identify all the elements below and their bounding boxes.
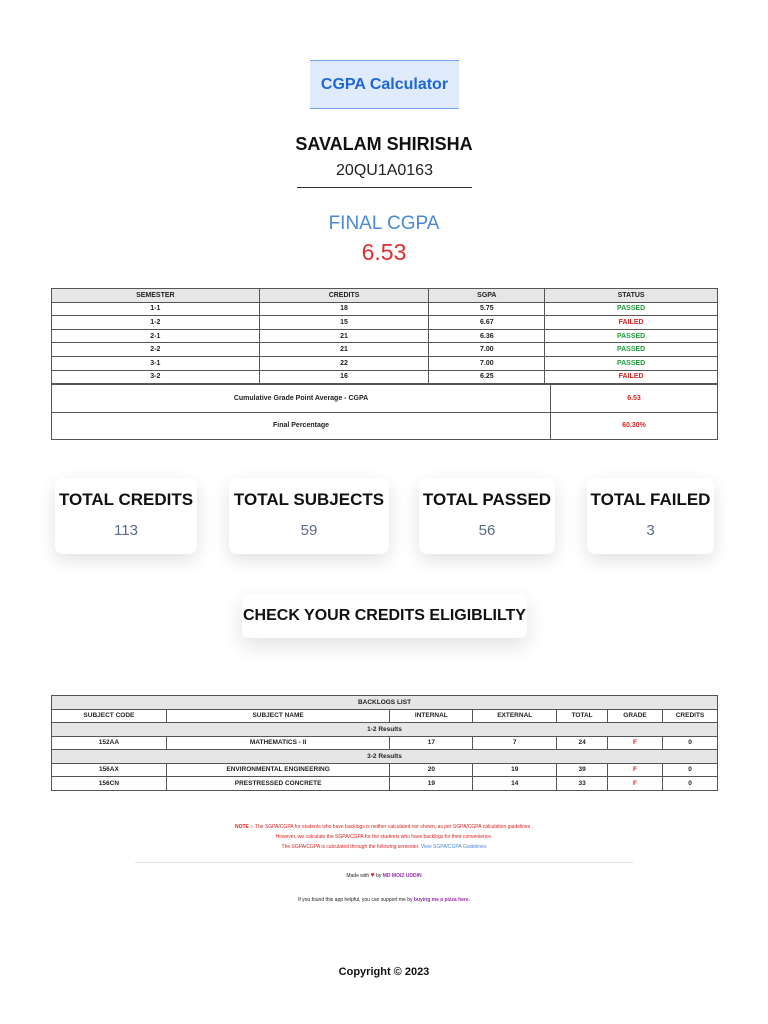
credits-cell: 0 xyxy=(663,736,718,750)
subject-name-cell: ENVIRONMENTAL ENGINEERING xyxy=(166,763,390,777)
credits-cell: 0 xyxy=(663,777,718,791)
credits-cell: 16 xyxy=(259,370,429,384)
table-row xyxy=(52,329,718,343)
group-label: 3-2 Results xyxy=(52,750,718,764)
table-row xyxy=(52,385,718,413)
column-header: GRADE xyxy=(608,709,663,723)
table-title-row xyxy=(52,696,718,710)
external-cell: 14 xyxy=(473,777,557,791)
credits-cell: 21 xyxy=(259,343,429,357)
status-cell: PASSED xyxy=(545,356,718,370)
cgpa-label: Cumulative Grade Point Average - CGPA xyxy=(52,385,551,413)
subject-code-cell: 156CN xyxy=(52,777,167,791)
student-name: SAVALAM SHIRISHA xyxy=(295,134,473,154)
table-row xyxy=(52,316,718,330)
backlogs-title: BACKLOGS LIST xyxy=(52,696,718,710)
group-row xyxy=(52,750,718,764)
column-header: SUBJECT NAME xyxy=(166,709,390,723)
final-cgpa-value: 6.53 xyxy=(361,239,407,265)
column-header: SEMESTER xyxy=(52,289,260,303)
card-title: TOTAL FAILED xyxy=(590,490,711,509)
sgpa-cell: 7.00 xyxy=(429,356,545,370)
roll-number: 20QU1A0163 xyxy=(297,162,472,188)
made-with-text: Made with xyxy=(346,873,370,879)
total-credits-card xyxy=(55,478,197,554)
column-header: CREDITS xyxy=(663,709,718,723)
sgpa-cell: 7.00 xyxy=(429,343,545,357)
column-header: TOTAL xyxy=(557,709,608,723)
subject-name-cell: MATHEMATICS - II xyxy=(166,736,390,750)
table-row xyxy=(52,777,718,791)
status-cell: PASSED xyxy=(545,343,718,357)
subject-code-cell: 152AA xyxy=(52,736,167,750)
guidelines-link[interactable]: View SGPA/CGPA Guidelines xyxy=(420,844,487,850)
card-title: TOTAL SUBJECTS xyxy=(233,490,385,509)
percentage-label: Final Percentage xyxy=(52,412,551,440)
total-subjects-card xyxy=(229,478,389,554)
note xyxy=(0,822,768,852)
note-text: The SGPA/CGPA is calculated through the following semester. xyxy=(281,844,420,850)
table-row xyxy=(52,370,718,384)
semester-cell: 3-2 xyxy=(52,370,260,384)
author-link[interactable]: MD MOIZ UDDIN xyxy=(382,873,422,879)
internal-cell: 20 xyxy=(390,763,473,777)
group-row xyxy=(52,723,718,737)
heart-icon: ♥ xyxy=(370,872,375,879)
grade-cell: F xyxy=(608,777,663,791)
note-line-3 xyxy=(0,842,768,852)
card-title: TOTAL PASSED xyxy=(422,490,552,509)
table-row xyxy=(52,302,718,316)
total-passed-card xyxy=(419,478,555,554)
external-cell: 7 xyxy=(473,736,557,750)
credits-cell: 18 xyxy=(259,302,429,316)
credits-cell: 0 xyxy=(663,763,718,777)
table-row xyxy=(52,736,718,750)
credits-cell: 22 xyxy=(259,356,429,370)
made-with-line xyxy=(0,872,768,879)
table-row xyxy=(52,412,718,440)
table-header-row xyxy=(52,709,718,723)
internal-cell: 19 xyxy=(390,777,473,791)
card-value: 3 xyxy=(646,522,655,539)
table-header-row xyxy=(52,289,718,303)
status-cell: PASSED xyxy=(545,329,718,343)
credits-cell: 15 xyxy=(259,316,429,330)
column-header: STATUS xyxy=(545,289,718,303)
total-cell: 33 xyxy=(557,777,608,791)
support-end: . xyxy=(468,897,471,903)
divider xyxy=(135,862,634,863)
group-label: 1-2 Results xyxy=(52,723,718,737)
cgpa-calculator-button[interactable]: CGPA Calculator xyxy=(310,60,459,109)
column-header: EXTERNAL xyxy=(473,709,557,723)
final-cgpa-label: FINAL CGPA xyxy=(328,213,440,234)
column-header: SGPA xyxy=(429,289,545,303)
subject-name-cell: PRESTRESSED CONCRETE xyxy=(166,777,390,791)
note-line-2: However, we calculate the SGPA/CGPA for the students who have backlogs for their convenience. xyxy=(275,834,493,840)
percentage-value: 60.30% xyxy=(551,412,718,440)
sgpa-cell: 6.25 xyxy=(429,370,545,384)
total-cell: 39 xyxy=(557,763,608,777)
semester-cell: 1-1 xyxy=(52,302,260,316)
column-header: SUBJECT CODE xyxy=(52,709,167,723)
support-text: If you found this app helpful, you can support me by xyxy=(297,897,413,903)
support-line xyxy=(0,897,768,903)
card-value: 56 xyxy=(478,522,496,539)
credits-cell: 21 xyxy=(259,329,429,343)
sgpa-cell: 5.75 xyxy=(429,302,545,316)
semester-cell: 2-2 xyxy=(52,343,260,357)
table-row xyxy=(52,763,718,777)
pizza-link[interactable]: buying me a pizza here xyxy=(413,897,469,903)
copyright: Copyright © 2023 xyxy=(338,966,430,978)
semester-cell: 2-1 xyxy=(52,329,260,343)
table-row xyxy=(52,343,718,357)
total-failed-card xyxy=(587,478,714,554)
semester-cell: 1-2 xyxy=(52,316,260,330)
column-header: CREDITS xyxy=(259,289,429,303)
card-title: TOTAL CREDITS xyxy=(58,490,194,509)
table-row xyxy=(52,356,718,370)
grade-cell: F xyxy=(608,736,663,750)
cgpa-value: 6.53 xyxy=(551,385,718,413)
by-text: by xyxy=(376,873,382,879)
semester-cell: 3-1 xyxy=(52,356,260,370)
note-text: - The SGPA/CGPA for students who have backlogs is neither calculated nor shown, as per SGPA/CGPA calculation guidelines . xyxy=(251,824,534,830)
status-cell: PASSED xyxy=(545,302,718,316)
status-cell: FAILED xyxy=(545,316,718,330)
external-cell: 19 xyxy=(473,763,557,777)
summary-table xyxy=(51,384,718,440)
check-credits-eligibility-button[interactable]: CHECK YOUR CREDITS ELIGIBLILTY xyxy=(242,594,527,638)
sgpa-cell: 6.67 xyxy=(429,316,545,330)
semester-table xyxy=(51,288,718,384)
note-line-1 xyxy=(0,822,768,832)
column-header: INTERNAL xyxy=(390,709,473,723)
card-value: 113 xyxy=(114,522,138,539)
card-value: 59 xyxy=(300,522,318,539)
grade-cell: F xyxy=(608,763,663,777)
subject-code-cell: 156AX xyxy=(52,763,167,777)
internal-cell: 17 xyxy=(390,736,473,750)
backlogs-table xyxy=(51,695,718,791)
total-cell: 24 xyxy=(557,736,608,750)
note-label: NOTE : xyxy=(234,824,252,830)
sgpa-cell: 6.36 xyxy=(429,329,545,343)
status-cell: FAILED xyxy=(545,370,718,384)
